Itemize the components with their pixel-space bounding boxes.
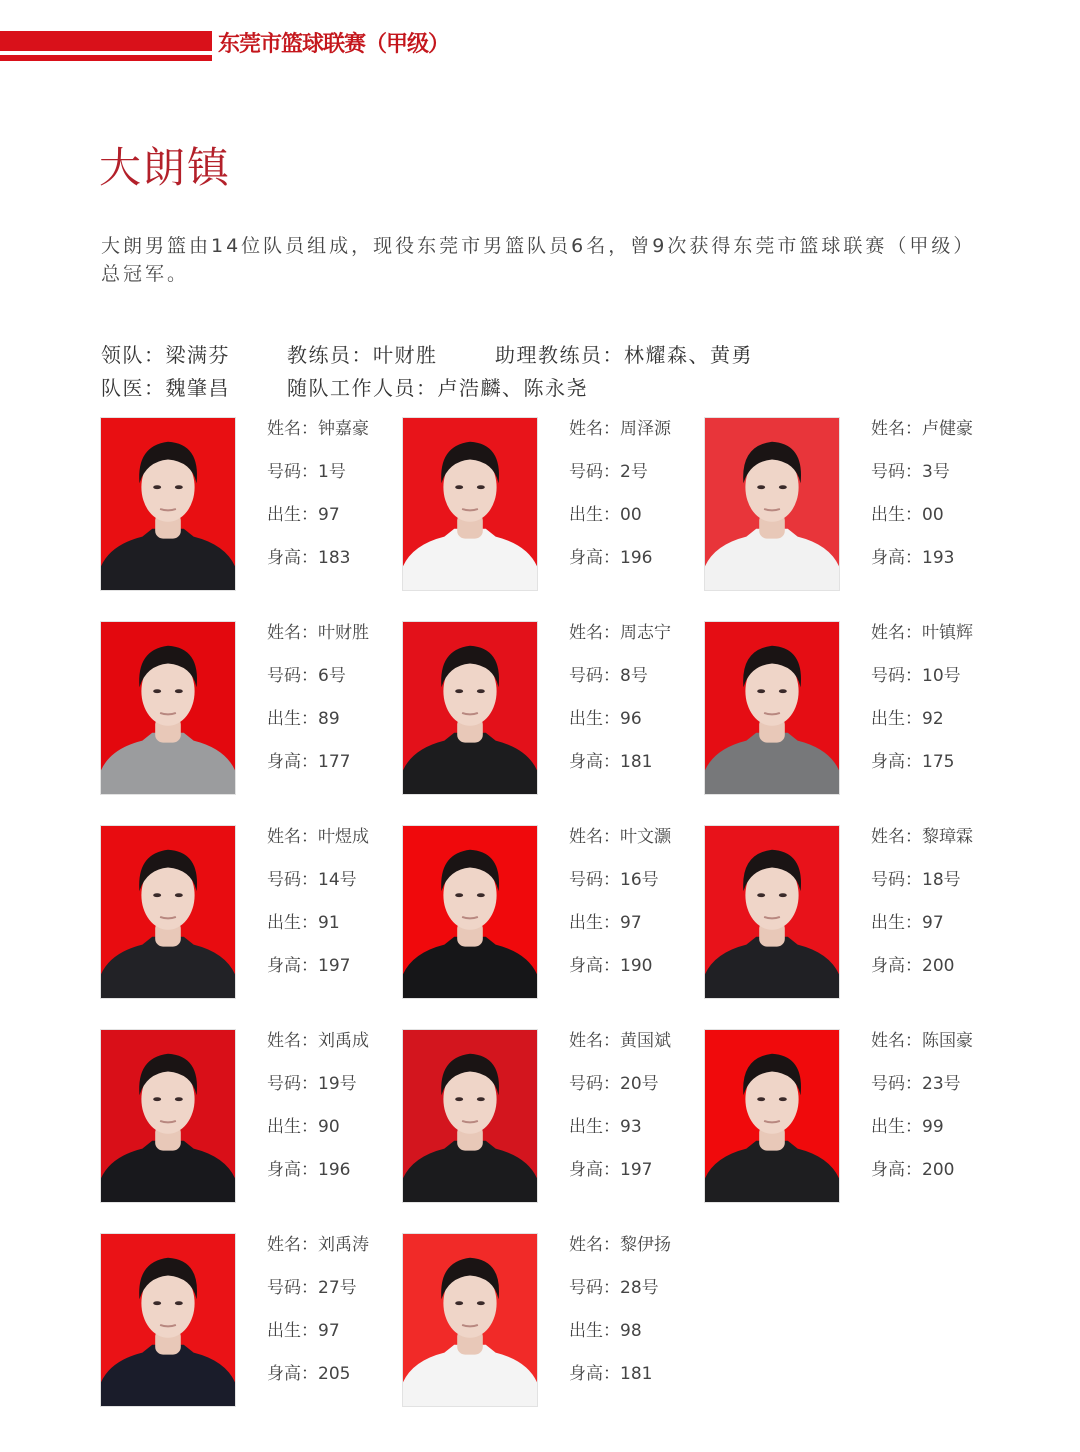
player-name: 周泽源 [620, 419, 671, 439]
born-label: 出生： [267, 1321, 318, 1341]
player-portrait-icon [403, 826, 537, 998]
player-born: 98 [620, 1321, 642, 1341]
number-label: 号码： [267, 1278, 318, 1298]
born-label: 出生： [267, 505, 318, 525]
player-name-row [267, 417, 369, 460]
player-number-row [871, 460, 973, 503]
player-card [704, 825, 1004, 1000]
player-portrait-icon [101, 622, 235, 794]
name-label: 姓名： [267, 1031, 318, 1051]
staff-label: 队医： [101, 376, 166, 400]
player-name: 陈国豪 [922, 1031, 973, 1051]
player-height-row [569, 1362, 671, 1405]
player-card [100, 417, 400, 592]
player-born-row [569, 911, 671, 954]
player-height: 197 [620, 1160, 653, 1180]
team-intro: 大朗男篮由14位队员组成，现役东莞市男篮队员6名，曾9次获得东莞市篮球联赛（甲级）总冠军。 [101, 235, 976, 285]
player-name-row [569, 621, 671, 664]
player-born: 97 [318, 1321, 340, 1341]
staff-row-1 [101, 341, 753, 369]
player-number-row [267, 664, 369, 707]
player-info [267, 825, 369, 997]
player-height: 205 [318, 1364, 351, 1384]
height-label: 身高： [569, 1160, 620, 1180]
born-label: 出生： [871, 505, 922, 525]
name-label: 姓名： [871, 623, 922, 643]
player-born-row [871, 1115, 973, 1158]
player-number-row [569, 1072, 671, 1115]
player-card [402, 621, 702, 796]
name-label: 姓名： [569, 827, 620, 847]
player-number-row [569, 1276, 671, 1319]
player-photo [704, 417, 840, 591]
player-number-row [569, 664, 671, 707]
player-born-row [569, 1319, 671, 1362]
height-label: 身高： [267, 956, 318, 976]
player-name-row [871, 417, 973, 460]
player-card [100, 621, 400, 796]
number-label: 号码： [267, 666, 318, 686]
player-name: 钟嘉豪 [318, 419, 369, 439]
player-born: 00 [620, 505, 642, 525]
height-label: 身高： [267, 548, 318, 568]
player-info [267, 1233, 369, 1405]
born-label: 出生： [569, 1321, 620, 1341]
header-bar-bottom [0, 55, 212, 61]
player-number-row [871, 1072, 973, 1115]
player-name-row [569, 417, 671, 460]
player-info [267, 417, 369, 589]
player-height-row [569, 750, 671, 793]
staff-row-2 [101, 374, 588, 402]
staff-label: 教练员： [287, 343, 373, 367]
player-name: 黄国斌 [620, 1031, 671, 1051]
player-portrait-icon [403, 418, 537, 590]
player-number-row [569, 868, 671, 911]
player-name: 周志宁 [620, 623, 671, 643]
staff-assistant-coach [495, 341, 753, 369]
height-label: 身高： [267, 1160, 318, 1180]
player-name-row [871, 825, 973, 868]
number-label: 号码： [569, 462, 620, 482]
player-number: 18号 [922, 870, 961, 890]
player-info [569, 825, 671, 997]
league-title: 东莞市篮球联赛（甲级） [218, 32, 450, 57]
player-number: 8号 [620, 666, 648, 686]
player-portrait-icon [101, 1030, 235, 1202]
player-born: 93 [620, 1117, 642, 1137]
staff-team-workers [287, 374, 588, 402]
player-portrait-icon [705, 418, 839, 590]
height-label: 身高： [871, 548, 922, 568]
player-card [704, 1029, 1004, 1204]
player-portrait-icon [403, 1030, 537, 1202]
player-number: 23号 [922, 1074, 961, 1094]
player-name: 卢健豪 [922, 419, 973, 439]
born-label: 出生： [871, 1117, 922, 1137]
player-name-row [871, 1029, 973, 1072]
player-number: 3号 [922, 462, 950, 482]
player-height: 183 [318, 548, 351, 568]
player-info [569, 621, 671, 793]
player-card [100, 1029, 400, 1204]
player-portrait-icon [403, 622, 537, 794]
player-number: 14号 [318, 870, 357, 890]
born-label: 出生： [569, 505, 620, 525]
staff-label: 随队工作人员： [287, 376, 438, 400]
height-label: 身高： [569, 956, 620, 976]
player-height: 196 [620, 548, 653, 568]
player-info [267, 621, 369, 793]
player-born-row [267, 1319, 369, 1362]
staff-value: 魏肇昌 [165, 376, 230, 400]
born-label: 出生： [569, 1117, 620, 1137]
player-name-row [267, 1029, 369, 1072]
player-portrait-icon [403, 1234, 537, 1406]
player-info [569, 1029, 671, 1201]
player-height: 175 [922, 752, 955, 772]
player-name: 黎伊扬 [620, 1235, 671, 1255]
player-portrait-icon [101, 1234, 235, 1406]
staff-label: 助理教练员： [495, 343, 624, 367]
player-height: 200 [922, 956, 955, 976]
player-photo [704, 621, 840, 795]
staff-label: 领队： [101, 343, 166, 367]
player-number: 27号 [318, 1278, 357, 1298]
player-born: 91 [318, 913, 340, 933]
player-name: 刘禹涛 [318, 1235, 369, 1255]
name-label: 姓名： [267, 1235, 318, 1255]
town-title: 大朗镇 [99, 143, 232, 192]
player-portrait-icon [705, 826, 839, 998]
player-height: 197 [318, 956, 351, 976]
player-number-row [267, 460, 369, 503]
player-card [704, 417, 1004, 592]
player-height: 181 [620, 752, 653, 772]
player-born-row [569, 1115, 671, 1158]
number-label: 号码： [569, 1074, 620, 1094]
born-label: 出生： [871, 913, 922, 933]
name-label: 姓名： [267, 623, 318, 643]
player-born-row [871, 503, 973, 546]
player-height-row [267, 750, 369, 793]
player-height: 190 [620, 956, 653, 976]
player-name: 刘禹成 [318, 1031, 369, 1051]
player-number: 10号 [922, 666, 961, 686]
number-label: 号码： [569, 1278, 620, 1298]
player-height-row [267, 546, 369, 589]
name-label: 姓名： [871, 827, 922, 847]
player-height: 177 [318, 752, 351, 772]
player-height-row [569, 1158, 671, 1201]
player-born: 99 [922, 1117, 944, 1137]
born-label: 出生： [267, 709, 318, 729]
number-label: 号码： [267, 1074, 318, 1094]
player-born-row [871, 911, 973, 954]
player-photo [402, 417, 538, 591]
player-portrait-icon [101, 826, 235, 998]
staff-leader [101, 341, 287, 369]
number-label: 号码： [871, 870, 922, 890]
player-born-row [871, 707, 973, 750]
player-info [871, 621, 973, 793]
number-label: 号码： [871, 1074, 922, 1094]
born-label: 出生： [267, 1117, 318, 1137]
player-height-row [871, 750, 973, 793]
player-name: 黎璋霖 [922, 827, 973, 847]
player-card [402, 1233, 702, 1408]
player-height-row [871, 546, 973, 589]
player-born-row [267, 503, 369, 546]
player-name: 叶镇辉 [922, 623, 973, 643]
player-name: 叶煜成 [318, 827, 369, 847]
name-label: 姓名： [871, 1031, 922, 1051]
player-photo [704, 1029, 840, 1203]
number-label: 号码： [267, 870, 318, 890]
player-number: 16号 [620, 870, 659, 890]
player-number: 6号 [318, 666, 346, 686]
player-born-row [569, 503, 671, 546]
height-label: 身高： [569, 1364, 620, 1384]
player-card [704, 621, 1004, 796]
player-portrait-icon [705, 1030, 839, 1202]
staff-doctor [101, 374, 287, 402]
player-number: 1号 [318, 462, 346, 482]
player-card [402, 1029, 702, 1204]
height-label: 身高： [569, 548, 620, 568]
name-label: 姓名： [569, 623, 620, 643]
staff-value: 卢浩麟、陈永尧 [437, 376, 588, 400]
player-name-row [569, 1029, 671, 1072]
player-photo [704, 825, 840, 999]
height-label: 身高： [267, 752, 318, 772]
player-number: 2号 [620, 462, 648, 482]
player-card [402, 825, 702, 1000]
player-number: 19号 [318, 1074, 357, 1094]
player-photo [402, 825, 538, 999]
player-height: 200 [922, 1160, 955, 1180]
height-label: 身高： [267, 1364, 318, 1384]
name-label: 姓名： [871, 419, 922, 439]
player-photo [402, 1029, 538, 1203]
player-number-row [871, 868, 973, 911]
number-label: 号码： [569, 666, 620, 686]
height-label: 身高： [871, 752, 922, 772]
player-info [871, 417, 973, 589]
player-info [871, 825, 973, 997]
height-label: 身高： [569, 752, 620, 772]
player-card [100, 1233, 400, 1408]
player-height-row [267, 1158, 369, 1201]
player-height-row [267, 1362, 369, 1405]
player-photo [100, 825, 236, 999]
staff-coach [287, 341, 495, 369]
staff-value: 叶财胜 [373, 343, 438, 367]
player-born-row [267, 911, 369, 954]
player-height: 193 [922, 548, 955, 568]
player-card [402, 417, 702, 592]
player-portrait-icon [101, 418, 235, 590]
player-born: 96 [620, 709, 642, 729]
player-number-row [871, 664, 973, 707]
player-height-row [569, 954, 671, 997]
number-label: 号码： [267, 462, 318, 482]
player-photo [100, 1233, 236, 1407]
born-label: 出生： [267, 913, 318, 933]
player-born: 89 [318, 709, 340, 729]
born-label: 出生： [569, 913, 620, 933]
player-number: 20号 [620, 1074, 659, 1094]
height-label: 身高： [871, 1160, 922, 1180]
player-height: 196 [318, 1160, 351, 1180]
player-number-row [267, 868, 369, 911]
player-born-row [267, 707, 369, 750]
staff-value: 林耀森、黄勇 [624, 343, 753, 367]
player-born: 90 [318, 1117, 340, 1137]
player-born: 00 [922, 505, 944, 525]
name-label: 姓名： [267, 827, 318, 847]
player-number-row [569, 460, 671, 503]
player-photo [100, 1029, 236, 1203]
player-name-row [267, 825, 369, 868]
name-label: 姓名： [569, 419, 620, 439]
player-height-row [569, 546, 671, 589]
player-info [267, 1029, 369, 1201]
player-height: 181 [620, 1364, 653, 1384]
player-name-row [267, 621, 369, 664]
player-name: 叶文灏 [620, 827, 671, 847]
player-born: 92 [922, 709, 944, 729]
number-label: 号码： [871, 462, 922, 482]
name-label: 姓名： [569, 1031, 620, 1051]
player-name-row [569, 1233, 671, 1276]
born-label: 出生： [569, 709, 620, 729]
player-born: 97 [620, 913, 642, 933]
height-label: 身高： [871, 956, 922, 976]
player-number-row [267, 1276, 369, 1319]
player-name-row [267, 1233, 369, 1276]
player-born-row [267, 1115, 369, 1158]
number-label: 号码： [569, 870, 620, 890]
born-label: 出生： [871, 709, 922, 729]
player-number-row [267, 1072, 369, 1115]
name-label: 姓名： [267, 419, 318, 439]
player-photo [100, 621, 236, 795]
number-label: 号码： [871, 666, 922, 686]
player-name-row [569, 825, 671, 868]
player-height-row [871, 1158, 973, 1201]
player-height-row [267, 954, 369, 997]
player-born: 97 [922, 913, 944, 933]
player-number: 28号 [620, 1278, 659, 1298]
player-photo [402, 621, 538, 795]
header-bar-top [0, 31, 212, 51]
player-portrait-icon [705, 622, 839, 794]
player-born: 97 [318, 505, 340, 525]
player-photo [402, 1233, 538, 1407]
player-photo [100, 417, 236, 591]
player-info [569, 417, 671, 589]
staff-value: 梁满芬 [165, 343, 230, 367]
player-name: 叶财胜 [318, 623, 369, 643]
player-height-row [871, 954, 973, 997]
player-info [569, 1233, 671, 1405]
name-label: 姓名： [569, 1235, 620, 1255]
player-born-row [569, 707, 671, 750]
player-info [871, 1029, 973, 1201]
player-card [100, 825, 400, 1000]
player-name-row [871, 621, 973, 664]
